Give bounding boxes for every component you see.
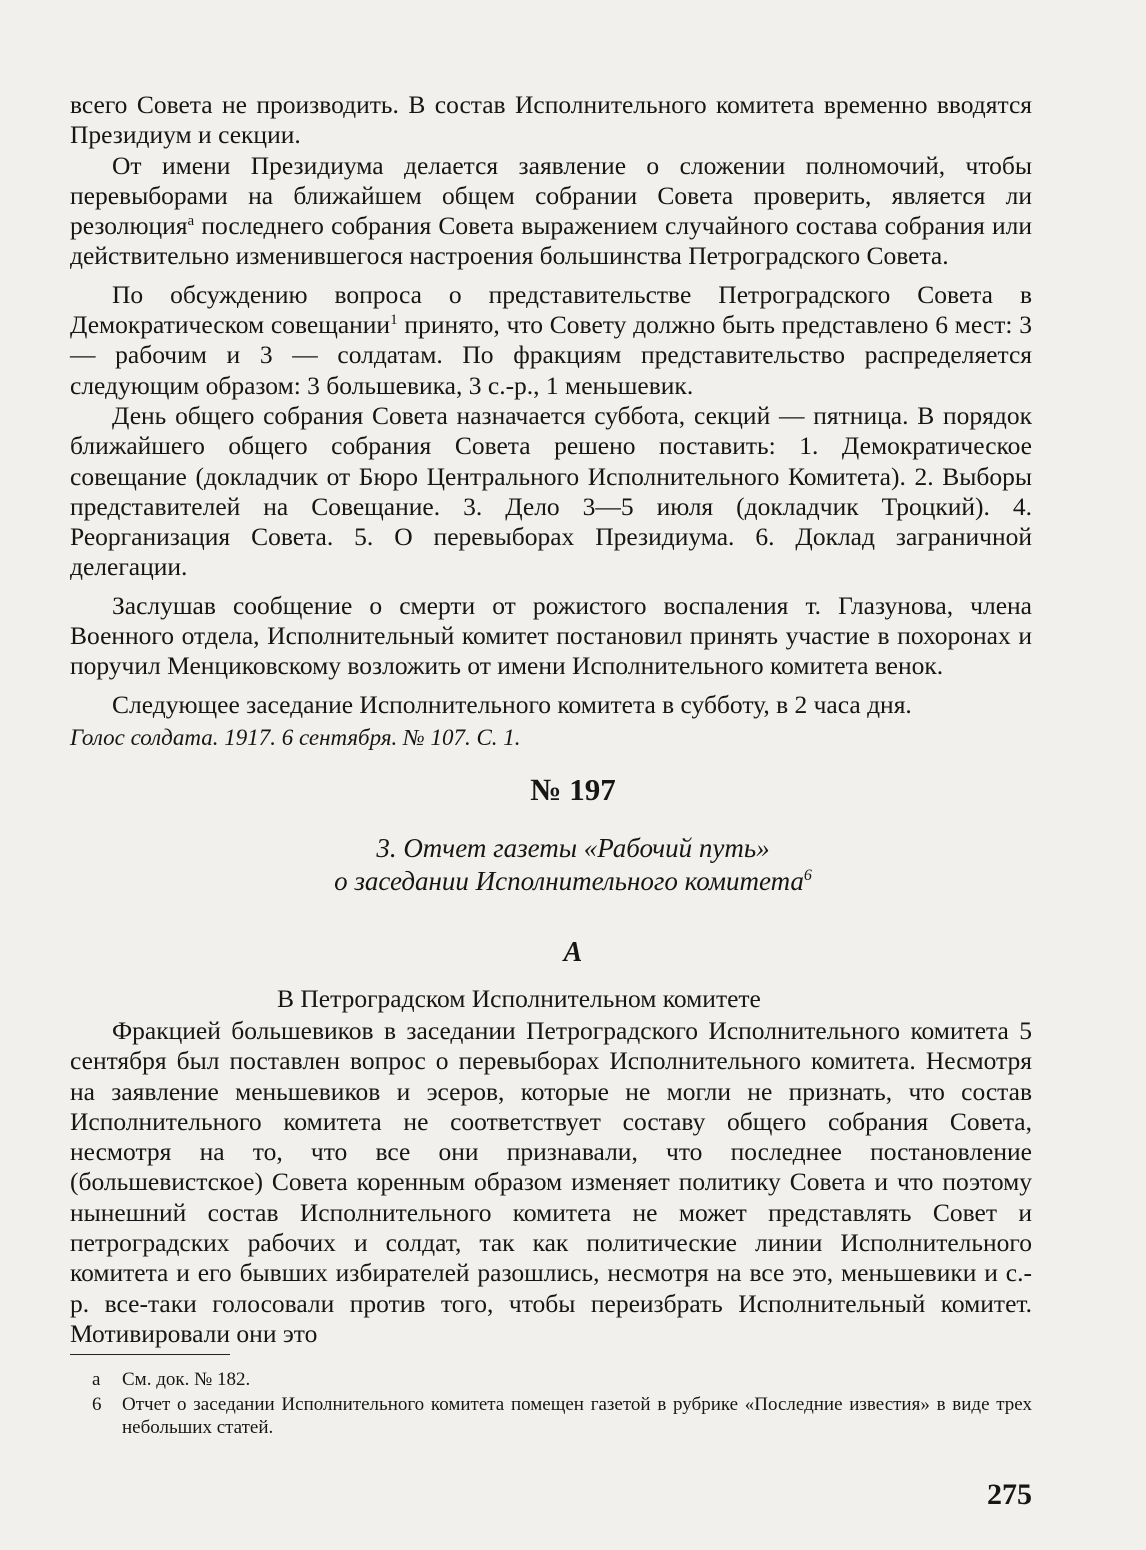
page-number: 275 — [987, 1478, 1032, 1511]
footnote-a: а См. док. № 182. — [92, 1369, 251, 1390]
body-text-top — [70, 90, 1032, 720]
paragraph-next-meeting: Следующее заседание Исполнительного комитета в субботу, в 2 часа дня. — [112, 689, 912, 719]
footnote-6: 6 Отчет о заседании Исполнительного комитета помещен газетой в рубрике «Последние известия» в виде трех небольших статей. — [92, 1394, 1032, 1438]
paragraph-representation: По обсуждению вопроса о представительстве Петроградского Совета в Демократическом совещании$^1$ принято, что Совету должно быть представлено 6 мест: 3 — рабочим и 3 — солдатам. По фракциям представительство распределяется следующим образом: 3 большевика, 3 с.-р., 1 меньшевик. — [70, 279, 1032, 400]
body-text-main — [70, 1016, 1032, 1349]
footnote-ref-6: 6 — [803, 867, 812, 884]
paragraph-continuation: всего Совета не производить. В состав Исполнительного комитета временно вводятся Президиум и секции. — [70, 90, 1032, 150]
document-title-line-2: о заседании Исполнительного комитета$^6$ — [334, 866, 812, 896]
footnotes — [92, 1368, 1032, 1441]
paragraph-bolshevik-faction: Фракцией большевиков в заседании Петроградского Исполнительного комитета 5 сентября был поставлен вопрос о перевыборах Исполнительного комитета. Несмотря на заявление меньшевиков и эсеров, которые не могли не признать, что состав Исполнительного комитета не соответствует составу общего собрания Совета, несмотря на то, что все они признавали, что последнее постановление (большевистское) Совета коренным образом изменяет политику Совета и что поэтому нынешний состав Исполнительного комитета не может представлять Совет и петроградских рабочих и солдат, так как политические линии Исполнительного комитета и его бывших избирателей разошлись, несмотря на все это, меньшевики и с.-р. все-таки голосовали против того, чтобы переизбрать Исполнительный комитет. Мотивировали они это — [70, 1016, 1032, 1348]
footnote-separator — [70, 1354, 230, 1355]
article-subheading: В Петроградском Исполнительном комитете — [277, 984, 761, 1013]
source-citation: Голос солдата. 1917. 6 сентября. № 107. С. 1. — [70, 725, 521, 750]
paragraph-glazunov: Заслушав сообщение о смерти от рожистого воспаления т. Глазунова, члена Военного отдела, Исполнительный комитет постановил принять участие в похоронах и поручил Менциковскому возложить от имени Исполнительного комитета венок. — [70, 590, 1032, 681]
paragraph-meeting-day: День общего собрания Совета назначается суббота, секций — пятница. В порядок ближайшего общего собрания Совета решено поставить: 1. Демократическое совещание (докладчик от Бюро Центрального Исполнительного Комитета). 2. Выборы представителей на Совещание. 3. Дело 3—5 июля (докладчик Троцкий). 4. Реорганизация Совета. 5. О перевыборах Президиума. 6. Доклад заграничной делегации. — [70, 400, 1032, 582]
document-number: № 197 — [530, 772, 616, 807]
section-letter: А — [563, 937, 583, 968]
paragraph-presidium: От имени Президиума делается заявление о сложении полномочий, чтобы перевыборами на ближайшем общем собрании Совета проверить, является ли резолюция$^а$ последнего собрания Совета выражением случайного состава собрания или действительно изменившегося настроения большинства Петроградского Совета. — [70, 150, 1032, 271]
document-title — [0, 832, 1146, 898]
document-title-line-1: 3. Отчет газеты «Рабочий путь» — [376, 833, 770, 863]
footnote-ref-a: а — [187, 213, 195, 230]
footnote-ref-1: 1 — [390, 312, 398, 329]
